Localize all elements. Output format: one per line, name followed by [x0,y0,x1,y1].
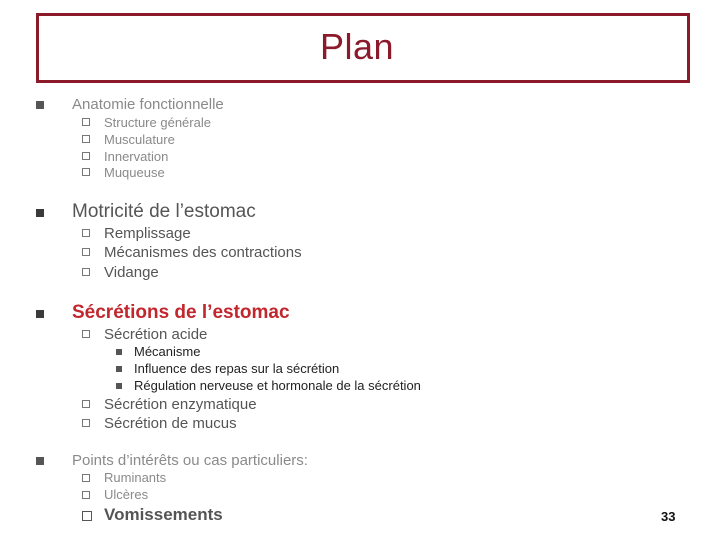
checkbox-bullet-icon [82,135,90,143]
checkbox-bullet-icon [82,268,90,276]
checkbox-bullet-icon [82,152,90,160]
list-item: Structure générale [104,115,211,130]
list-item: Innervation [104,149,169,164]
list-item: Musculature [104,132,175,147]
checkbox-bullet-icon [82,118,90,126]
section-points: Points d’intérêts ou cas particuliers: [72,452,308,469]
list-item: Sécrétion de mucus [104,415,237,432]
sub-list-item: Influence des repas sur la sécrétion [134,361,340,376]
bullet-square-icon [36,101,44,109]
checkbox-bullet-icon [82,168,90,176]
list-item: Vomissements [104,505,223,524]
list-item: Vidange [104,264,159,281]
section-anatomie: Anatomie fonctionnelle [72,96,224,113]
bullet-square-icon [36,209,44,217]
list-item: Mécanismes des contractions [104,244,302,261]
section-secretions: Sécrétions de l’estomac [72,302,290,323]
list-item: Sécrétion acide [104,326,208,343]
slide-title: Plan [320,26,395,67]
list-item: Ruminants [104,470,167,485]
checkbox-bullet-icon [82,400,90,408]
checkbox-bullet-icon [82,229,90,237]
checkbox-bullet-icon [82,474,90,482]
list-item: Muqueuse [104,165,165,180]
bullet-square-icon [36,457,44,465]
section-motricite: Motricité de l’estomac [72,201,256,222]
page-number: 33 [661,509,676,524]
list-item: Sécrétion enzymatique [104,396,257,413]
checkbox-bullet-icon [82,491,90,499]
list-item: Remplissage [104,225,191,242]
checkbox-bullet-icon [82,511,92,521]
checkbox-bullet-icon [82,330,90,338]
list-item: Ulcères [104,487,149,502]
bullet-square-icon [116,366,122,372]
bullet-square-icon [36,310,44,318]
bullet-square-icon [116,349,122,355]
sub-list-item: Régulation nerveuse et hormonale de la sécrétion [134,378,421,393]
bullet-square-icon [116,383,122,389]
checkbox-bullet-icon [82,419,90,427]
sub-list-item: Mécanisme [134,344,201,359]
checkbox-bullet-icon [82,248,90,256]
